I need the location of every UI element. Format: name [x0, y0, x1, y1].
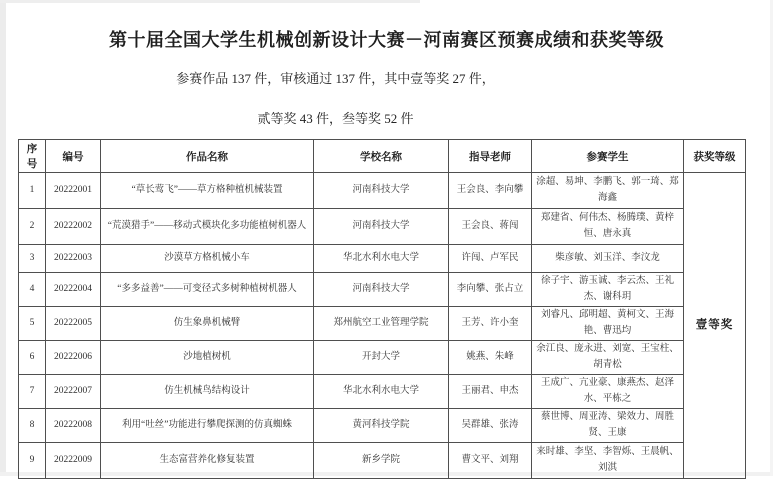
- cell-work: 沙地植树机: [101, 341, 314, 375]
- cell-work: 沙漠草方格机械小车: [101, 245, 314, 273]
- summary-line-2: 贰等奖 43 件，叁等奖 52 件: [257, 111, 414, 126]
- table-row: [19, 443, 746, 479]
- table-row: [19, 245, 746, 273]
- header-work: 作品名称: [101, 140, 314, 173]
- header-school: 学校名称: [314, 140, 449, 173]
- cell-work: “荒漠猎手”——移动式模块化多功能植树机器人: [101, 209, 314, 245]
- header-code: 编号: [46, 140, 101, 173]
- cell-code: 20222009: [46, 443, 101, 479]
- table-row: [19, 341, 746, 375]
- header-teachers: 指导老师: [449, 140, 532, 173]
- header-students: 参赛学生: [532, 140, 684, 173]
- cell-work: “草长莺飞”——草方格种植机械装置: [101, 173, 314, 209]
- page-title: 第十届全国大学生机械创新设计大赛－河南赛区预赛成绩和获奖等级: [109, 30, 664, 50]
- cell-students: 涂超、易坤、李鹏飞、郭一琦、郑海鑫: [532, 173, 684, 209]
- cell-code: 20222005: [46, 307, 101, 341]
- cell-students: 来时雄、李坚、李智烁、王晨帆、刘淇: [532, 443, 684, 479]
- cell-no: 5: [19, 307, 46, 341]
- cell-students: 余江良、庞永进、刘宽、王宝柱、胡青松: [532, 341, 684, 375]
- award-level-cell: 壹等奖: [684, 173, 746, 479]
- cell-students: 徐子宇、游玉诚、李云杰、王礼杰、谢科玥: [532, 273, 684, 307]
- cell-no: 9: [19, 443, 46, 479]
- cell-school: 华北水利水电大学: [314, 375, 449, 409]
- cell-teachers: 曹文平、刘翔: [449, 443, 532, 479]
- cell-school: 河南科技大学: [314, 209, 449, 245]
- cell-work: 生态富营养化修复装置: [101, 443, 314, 479]
- cell-no: 4: [19, 273, 46, 307]
- cell-no: 8: [19, 409, 46, 443]
- cell-teachers: 吴群雄、张涛: [449, 409, 532, 443]
- table-row: [19, 409, 746, 443]
- cell-students: 蔡世博、周亚涛、梁效力、周胜贤、王康: [532, 409, 684, 443]
- cell-no: 2: [19, 209, 46, 245]
- summary-block: [0, 59, 722, 139]
- cell-teachers: 姚燕、朱峰: [449, 341, 532, 375]
- cell-work: 仿生机械鸟结构设计: [101, 375, 314, 409]
- cell-students: 柴彦敏、刘玉洋、李汶龙: [532, 245, 684, 273]
- results-table: [18, 139, 746, 479]
- cell-no: 7: [19, 375, 46, 409]
- header-no: 序号: [19, 140, 46, 173]
- cell-work: 利用“吐丝”功能进行攀爬探测的仿真蜘蛛: [101, 409, 314, 443]
- cell-students: 王成广、亢业豪、康燕杰、赵泽水、平栋之: [532, 375, 684, 409]
- table-row: [19, 273, 746, 307]
- cell-students: 刘睿凡、邱明超、黄柯文、王海艳、曹迅均: [532, 307, 684, 341]
- cell-code: 20222002: [46, 209, 101, 245]
- cell-school: 新乡学院: [314, 443, 449, 479]
- cell-no: 3: [19, 245, 46, 273]
- cell-code: 20222004: [46, 273, 101, 307]
- table-row: [19, 173, 746, 209]
- table-header-row: [19, 140, 746, 173]
- cell-teachers: 许闯、卢军民: [449, 245, 532, 273]
- cell-teachers: 王丽君、申杰: [449, 375, 532, 409]
- cell-students: 郑建省、何伟杰、杨腾璞、黄梓恒、唐永真: [532, 209, 684, 245]
- cell-school: 河南科技大学: [314, 273, 449, 307]
- cell-teachers: 王会良、蒋闯: [449, 209, 532, 245]
- cell-school: 郑州航空工业管理学院: [314, 307, 449, 341]
- cell-code: 20222001: [46, 173, 101, 209]
- cell-no: 6: [19, 341, 46, 375]
- cell-code: 20222006: [46, 341, 101, 375]
- cell-teachers: 王会良、李向攀: [449, 173, 532, 209]
- cell-no: 1: [19, 173, 46, 209]
- header-award: 获奖等级: [684, 140, 746, 173]
- cell-work: “多多益善”——可变径式多树种植树机器人: [101, 273, 314, 307]
- cell-code: 20222003: [46, 245, 101, 273]
- table-row: [19, 375, 746, 409]
- cell-school: 黄河科技学院: [314, 409, 449, 443]
- cell-teachers: 李向攀、张占立: [449, 273, 532, 307]
- cell-school: 河南科技大学: [314, 173, 449, 209]
- cell-code: 20222008: [46, 409, 101, 443]
- cell-work: 仿生象鼻机械臂: [101, 307, 314, 341]
- cell-code: 20222007: [46, 375, 101, 409]
- cell-school: 华北水利水电大学: [314, 245, 449, 273]
- summary-line-1: 参赛作品 137 件，审核通过 137 件，其中壹等奖 27 件，: [176, 71, 495, 86]
- table-row: [19, 209, 746, 245]
- cell-teachers: 王芳、许小奎: [449, 307, 532, 341]
- table-row: [19, 307, 746, 341]
- cell-school: 开封大学: [314, 341, 449, 375]
- scan-edge-top: [0, 0, 420, 3]
